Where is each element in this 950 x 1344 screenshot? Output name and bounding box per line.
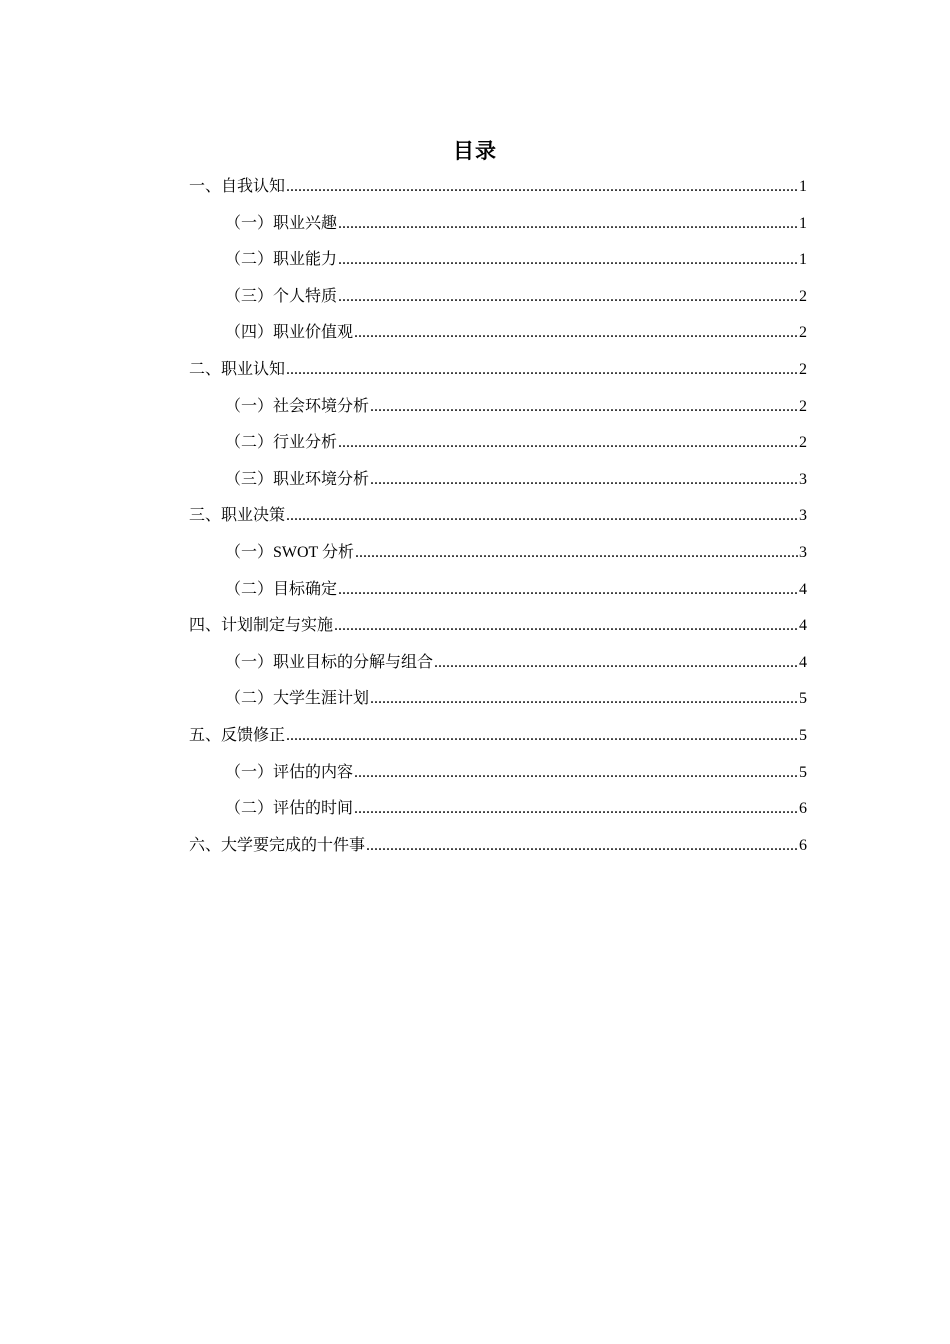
toc-leader-dots (338, 206, 798, 243)
toc-entry-page: 6 (799, 800, 807, 818)
toc-leader-dots (338, 572, 798, 609)
toc-entry-page: 3 (799, 470, 807, 488)
toc-entry-text: （四）职业价值观 (225, 324, 354, 342)
toc-entry[interactable] (189, 608, 807, 645)
toc-entry-page: 3 (799, 543, 807, 561)
toc-leader-dots (355, 535, 798, 572)
toc-entry-page: 3 (799, 507, 807, 525)
toc-entry[interactable] (189, 755, 807, 792)
toc-entry-page: 4 (799, 653, 807, 671)
toc-entry[interactable] (189, 279, 807, 316)
toc-leader-dots (366, 828, 798, 865)
toc-entry-page: 2 (799, 287, 807, 305)
toc-entry-page: 6 (799, 836, 807, 854)
toc-entry-text: （三）职业环境分析 (225, 470, 370, 488)
toc-leader-dots (338, 242, 798, 279)
toc-entry-text: 一、自我认知 (189, 178, 286, 195)
toc-leader-dots (334, 608, 798, 645)
toc-leader-dots (338, 425, 798, 462)
toc-entry-text: （一）职业兴趣 (225, 214, 338, 232)
toc-entry[interactable] (189, 572, 807, 609)
toc-entry-text: （二）目标确定 (225, 580, 338, 598)
toc-entry-text: 六、大学要完成的十件事 (189, 836, 366, 854)
toc-leader-dots (286, 352, 798, 389)
toc-entry-page: 2 (799, 360, 807, 378)
toc-entry[interactable] (189, 389, 807, 426)
toc-entry[interactable] (189, 242, 807, 279)
toc-entry[interactable] (189, 498, 807, 535)
toc-entry-page: 1 (799, 214, 807, 232)
toc-entry-text: （二）评估的时间 (225, 800, 354, 818)
toc-title: 目录 (453, 139, 497, 163)
toc-entry-text: （一）社会环境分析 (225, 397, 370, 415)
toc-leader-dots (338, 279, 798, 316)
toc-leader-dots (370, 389, 798, 426)
toc-leader-dots (286, 718, 798, 755)
toc-entry-page: 2 (799, 324, 807, 342)
toc-entry-text: （一）职业目标的分解与组合 (225, 653, 434, 671)
toc-entry-text: （一）评估的内容 (225, 763, 354, 781)
toc-entry-text: 二、职业认知 (189, 360, 286, 378)
toc-entry[interactable] (189, 681, 807, 718)
toc-entry-page: 4 (799, 617, 807, 635)
toc-leader-dots (354, 755, 798, 792)
toc-entry-page: 4 (799, 580, 807, 598)
toc-leader-dots (354, 791, 798, 828)
toc-entry[interactable] (189, 718, 807, 755)
toc-entry-text: （二）大学生涯计划 (225, 690, 370, 708)
toc-entry-page: 1 (799, 251, 807, 269)
toc-entry-text: （二）行业分析 (225, 434, 338, 452)
toc-entry[interactable] (189, 352, 807, 389)
toc-entry-page: 5 (799, 726, 807, 744)
toc-entry-text: （一）SWOT 分析 (225, 543, 355, 561)
toc-entry-text: 四、计划制定与实施 (189, 617, 334, 635)
toc-leader-dots (434, 645, 798, 682)
toc-entry-text: （三）个人特质 (225, 287, 338, 305)
toc-entry-page: 1 (799, 178, 807, 195)
toc-leader-dots (354, 315, 798, 352)
toc-entry-page: 5 (799, 690, 807, 708)
toc-entry[interactable] (189, 315, 807, 352)
toc-entry[interactable] (189, 535, 807, 572)
toc-entry-text: 五、反馈修正 (189, 726, 286, 744)
toc-entry-page: 5 (799, 763, 807, 781)
toc-entry-text: 三、职业决策 (189, 507, 286, 525)
toc-entry[interactable] (189, 828, 807, 865)
toc-entry[interactable] (189, 169, 807, 206)
toc-leader-dots (370, 681, 798, 718)
toc-leader-dots (286, 498, 798, 535)
toc-entry[interactable] (189, 645, 807, 682)
toc-leader-dots (286, 169, 798, 206)
toc-list (189, 169, 807, 864)
toc-entry[interactable] (189, 206, 807, 243)
toc-entry-text: （二）职业能力 (225, 251, 338, 269)
toc-entry[interactable] (189, 425, 807, 462)
toc-entry-page: 2 (799, 397, 807, 415)
toc-entry[interactable] (189, 791, 807, 828)
toc-entry[interactable] (189, 462, 807, 499)
toc-leader-dots (370, 462, 798, 499)
toc-entry-page: 2 (799, 434, 807, 452)
